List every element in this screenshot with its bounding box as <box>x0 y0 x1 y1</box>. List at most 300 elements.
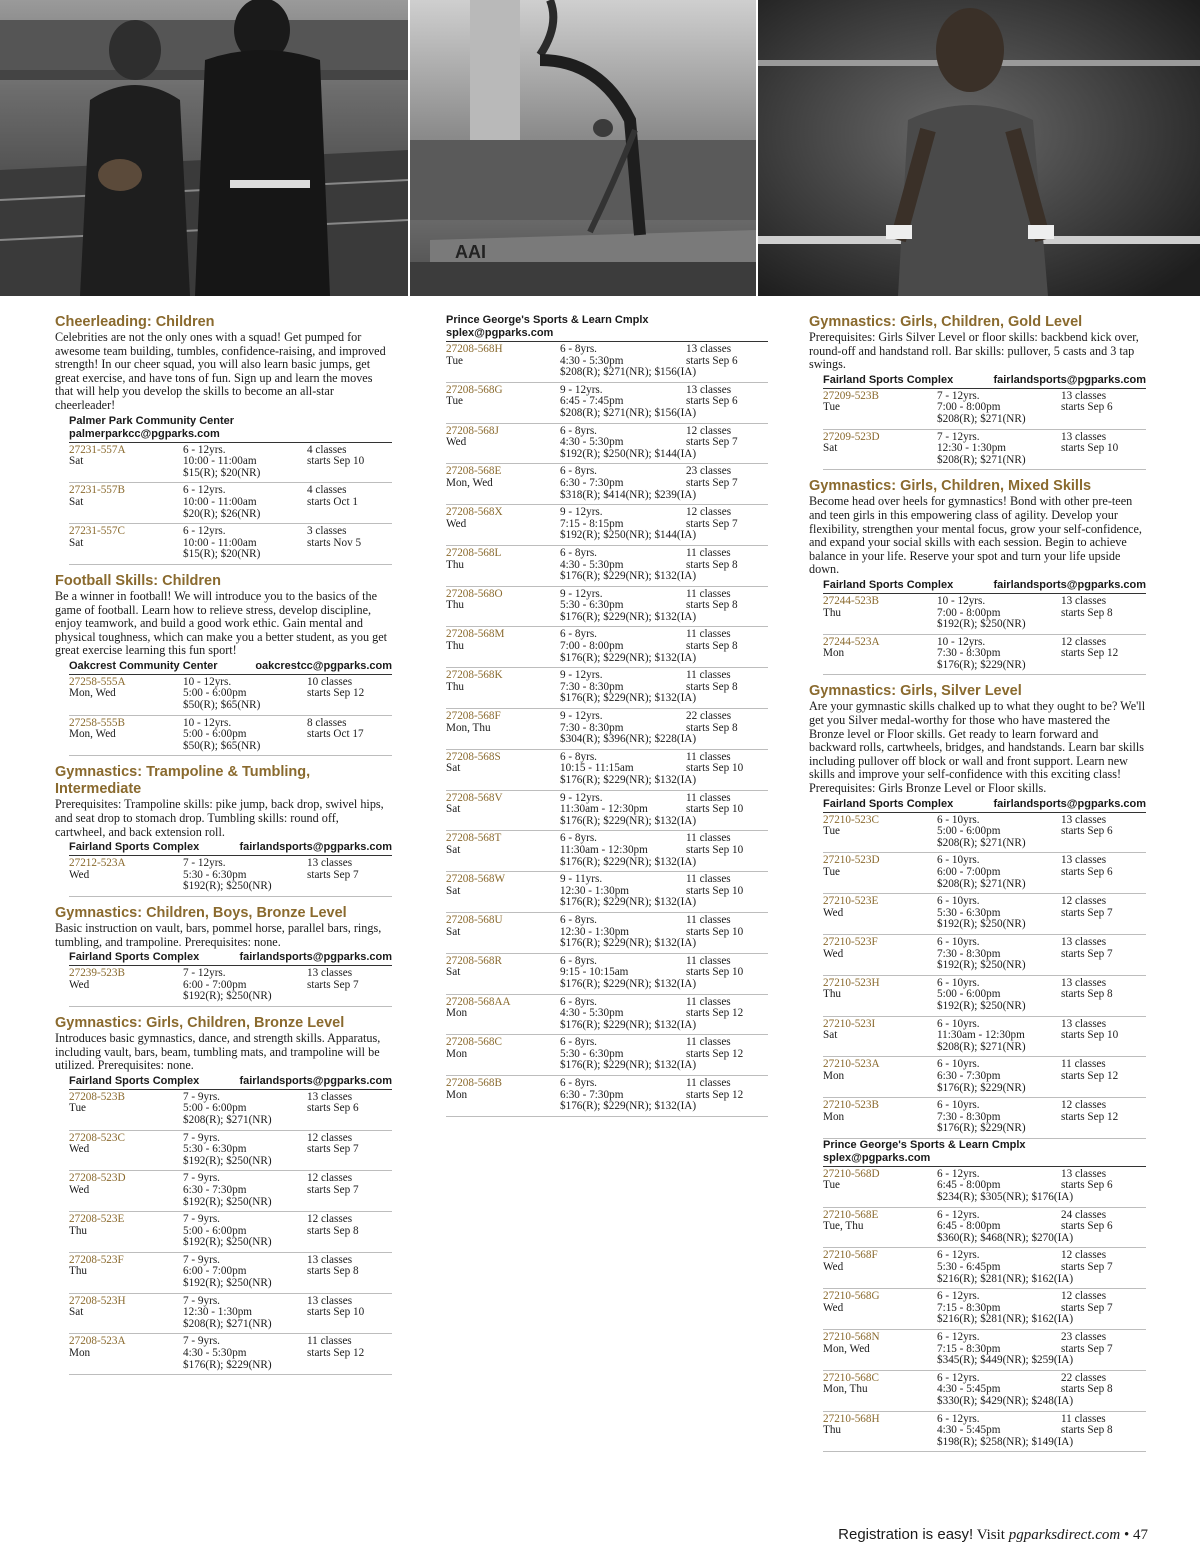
class-days: Thu <box>823 606 842 619</box>
class-time: 10:15 - 11:15am <box>560 762 634 775</box>
class-row <box>69 1334 392 1375</box>
class-count: 3 classes <box>307 525 347 538</box>
class-time: 7:30 - 8:30pm <box>937 647 1001 660</box>
class-fee: $192(R); $250(NR); $144(IA) <box>560 447 697 460</box>
footer-url-link[interactable]: pgparksdirect.com <box>1008 1527 1121 1543</box>
gymnast-bars-photo <box>758 0 1200 296</box>
class-ages: 7 - 12yrs. <box>183 857 226 870</box>
class-ages: 7 - 9yrs. <box>183 1335 220 1348</box>
class-id-cell <box>823 637 937 672</box>
course-description: Be a winner in football! We will introduce you to the basics of the game of football. Learn how to relieve stress, develop discipline, enjoy teamwork, and build a good work ethic. Gain mental and physical toughness, which can make you a better student, as you get great exercise learning this fun sport! <box>55 588 388 658</box>
class-row <box>69 483 392 524</box>
class-ages: 9 - 12yrs. <box>560 669 603 682</box>
class-schedule-cell <box>1061 937 1146 972</box>
class-code[interactable]: 27231-557C <box>69 525 125 538</box>
venue-header <box>823 1139 1146 1167</box>
class-code[interactable]: 27244-523B <box>823 594 879 607</box>
class-schedule-cell <box>686 1037 768 1072</box>
course-title: Gymnastics: Trampoline & Tumbling, Intermediate <box>55 764 311 798</box>
class-start: starts Sep 8 <box>686 599 738 612</box>
class-detail-cell <box>937 1412 1074 1449</box>
class-ages: 6 - 12yrs. <box>183 443 226 456</box>
class-time: 4:30 - 5:30pm <box>560 436 624 449</box>
class-code[interactable]: 27208-568G <box>446 383 503 396</box>
class-code[interactable]: 27208-568H <box>446 343 503 355</box>
class-time: 11:30am - 12:30pm <box>560 803 648 816</box>
class-count: 22 classes <box>686 710 732 723</box>
class-ages: 6 - 8yrs. <box>560 465 597 478</box>
class-code[interactable]: 27208-568C <box>446 1036 502 1049</box>
class-count: 12 classes <box>1061 1249 1107 1262</box>
venue-block <box>823 798 1146 1139</box>
class-row <box>446 383 768 424</box>
class-days: Mon, Wed <box>69 728 116 741</box>
class-fee: $176(R); $229(NR); $132(IA) <box>560 977 697 990</box>
class-id-cell <box>446 507 560 542</box>
class-detail-cell <box>183 526 307 561</box>
venue-block <box>823 1139 1146 1452</box>
class-ages: 6 - 10yrs. <box>937 895 980 908</box>
class-start: starts Sep 10 <box>307 455 365 468</box>
class-code[interactable]: 27208-568W <box>446 873 506 886</box>
class-code[interactable]: 27208-523C <box>69 1131 125 1144</box>
course-section <box>55 1015 392 1375</box>
class-time: 12:30 - 1:30pm <box>183 1306 252 1319</box>
class-id-cell <box>69 1173 183 1208</box>
class-fee: $176(R); $229(NR); $132(IA) <box>560 1018 697 1031</box>
class-code[interactable]: 27258-555B <box>69 716 125 729</box>
class-time: 6:30 - 7:30pm <box>937 1069 1001 1082</box>
class-row <box>823 430 1146 471</box>
class-time: 6:00 - 7:00pm <box>183 978 247 991</box>
class-schedule-cell <box>1061 978 1146 1013</box>
class-detail-cell <box>183 1255 307 1290</box>
class-code[interactable]: 27210-568F <box>823 1249 878 1262</box>
footer-visit: Visit <box>976 1527 1005 1543</box>
class-days: Thu <box>446 558 465 571</box>
venue-email-link[interactable]: oakcrestcc@pgparks.com <box>255 659 392 672</box>
venue-email-link[interactable]: fairlandsports@pgparks.com <box>239 951 392 964</box>
class-code[interactable]: 27212-523A <box>69 857 126 870</box>
venue-email-link[interactable]: fairlandsports@pgparks.com <box>993 373 1146 386</box>
course-section <box>809 478 1146 675</box>
venue-name: Fairland Sports Complex <box>823 578 954 591</box>
class-time: 7:30 - 8:30pm <box>560 721 624 734</box>
class-code[interactable]: 27208-523E <box>69 1213 125 1226</box>
class-ages: 6 - 8yrs. <box>560 1077 597 1090</box>
class-schedule-cell <box>686 670 768 705</box>
class-count: 24 classes <box>1061 1208 1107 1221</box>
class-code[interactable]: 27208-568O <box>446 587 503 600</box>
class-days: Sat <box>69 1306 84 1319</box>
class-schedule-cell <box>686 997 768 1032</box>
class-fee: $20(R); $26(NR) <box>183 507 261 520</box>
class-count: 12 classes <box>307 1172 353 1185</box>
venue-email-link[interactable]: palmerparkcc@pgparks.com <box>69 427 220 440</box>
class-code[interactable]: 27210-568N <box>823 1331 880 1343</box>
course-section <box>809 683 1146 1452</box>
class-row <box>823 594 1146 635</box>
venue-email-link[interactable]: fairlandsports@pgparks.com <box>239 841 392 854</box>
class-detail-cell <box>560 913 697 950</box>
class-detail-cell <box>937 637 1061 672</box>
class-code[interactable]: 27231-557A <box>69 443 126 456</box>
class-ages: 6 - 12yrs. <box>937 1208 980 1221</box>
class-count: 11 classes <box>686 791 731 804</box>
class-ages: 6 - 12yrs. <box>183 525 226 538</box>
class-start: starts Sep 10 <box>686 884 744 897</box>
venue-header <box>823 798 1146 813</box>
class-row <box>446 1076 768 1117</box>
class-code[interactable]: 27208-568J <box>446 424 499 437</box>
class-code[interactable]: 27208-568U <box>446 913 503 926</box>
class-time: 4:30 - 5:45pm <box>937 1424 1001 1437</box>
class-detail-cell <box>560 343 697 379</box>
class-count: 13 classes <box>1061 430 1107 443</box>
class-time: 5:30 - 6:30pm <box>183 868 247 881</box>
class-start: starts Sep 7 <box>686 517 738 530</box>
class-time: 5:00 - 6:00pm <box>937 988 1001 1001</box>
class-schedule-cell <box>686 548 768 583</box>
class-count: 11 classes <box>686 628 731 641</box>
class-schedule-cell <box>307 968 392 1003</box>
class-code[interactable]: 27208-568F <box>446 710 501 723</box>
class-detail-cell <box>560 750 697 787</box>
class-start: starts Sep 6 <box>1061 1179 1113 1192</box>
course-section <box>55 764 392 897</box>
class-id-cell <box>446 956 560 991</box>
class-ages: 6 - 10yrs. <box>937 976 980 989</box>
class-count: 13 classes <box>1061 1167 1107 1180</box>
class-schedule-cell <box>307 1133 392 1168</box>
class-count: 11 classes <box>686 873 731 886</box>
class-detail-cell <box>560 995 697 1032</box>
class-ages: 10 - 12yrs. <box>937 594 986 607</box>
class-detail-cell <box>937 1249 1074 1285</box>
class-code[interactable]: 27208-568X <box>446 506 503 519</box>
class-count: 11 classes <box>686 995 731 1008</box>
class-schedule-cell <box>686 711 768 746</box>
class-detail-cell <box>183 1214 307 1249</box>
class-start: starts Sep 8 <box>686 721 738 734</box>
class-code[interactable]: 27209-523D <box>823 430 880 443</box>
class-fee: $234(R); $305(NR); $176(IA) <box>937 1191 1074 1204</box>
class-time: 7:15 - 8:15pm <box>560 517 624 530</box>
class-fee: $176(R); $229(NR); $132(IA) <box>560 1059 697 1072</box>
class-id-cell <box>823 596 937 631</box>
venue-email-link[interactable]: fairlandsports@pgparks.com <box>993 797 1146 810</box>
class-code[interactable]: 27208-568K <box>446 669 503 682</box>
class-id-cell <box>69 1133 183 1168</box>
class-id-cell <box>69 485 183 520</box>
class-start: starts Sep 6 <box>307 1102 359 1115</box>
class-code[interactable]: 27208-568S <box>446 750 501 763</box>
class-count: 13 classes <box>1061 813 1107 826</box>
class-code[interactable]: 27210-523B <box>823 1099 879 1112</box>
football-players-photo <box>0 0 408 296</box>
class-ages: 6 - 10yrs. <box>937 1017 980 1030</box>
class-id-cell <box>69 1336 183 1371</box>
class-count: 11 classes <box>686 1077 731 1090</box>
class-count: 12 classes <box>1061 635 1107 648</box>
class-ages: 10 - 12yrs. <box>183 675 232 688</box>
class-fee: $192(R); $250(NR) <box>183 1236 272 1249</box>
class-ages: 6 - 8yrs. <box>560 343 597 355</box>
class-code[interactable]: 27208-523H <box>69 1294 126 1307</box>
class-time: 5:30 - 6:30pm <box>560 599 624 612</box>
venue-email-link[interactable]: fairlandsports@pgparks.com <box>993 578 1146 591</box>
class-count: 10 classes <box>307 675 353 688</box>
class-id-cell <box>823 1210 937 1245</box>
class-schedule-cell <box>1061 637 1146 672</box>
class-row <box>446 587 768 628</box>
class-code[interactable]: 27210-568H <box>823 1412 880 1425</box>
class-days: Wed <box>823 1261 844 1274</box>
class-ages: 7 - 9yrs. <box>183 1253 220 1266</box>
class-count: 13 classes <box>307 1253 353 1266</box>
class-code[interactable]: 27208-568E <box>446 465 502 478</box>
class-count: 11 classes <box>686 913 731 926</box>
class-code[interactable]: 27210-568G <box>823 1290 880 1303</box>
class-days: Tue <box>823 1179 840 1192</box>
class-row <box>823 1057 1146 1098</box>
class-code[interactable]: 27210-568D <box>823 1167 880 1180</box>
venue-email-link[interactable]: splex@pgparks.com <box>446 327 554 339</box>
class-ages: 6 - 10yrs. <box>937 813 980 826</box>
class-time: 4:30 - 5:30pm <box>560 1007 624 1020</box>
class-code[interactable]: 27258-555A <box>69 675 126 688</box>
venue-header <box>69 951 392 966</box>
class-code[interactable]: 27208-568B <box>446 1077 502 1090</box>
class-row <box>823 635 1146 676</box>
class-time: 4:30 - 5:45pm <box>937 1383 1001 1396</box>
class-code[interactable]: 27210-568C <box>823 1371 879 1384</box>
class-code[interactable]: 27210-523C <box>823 813 879 826</box>
class-schedule-cell <box>1061 1210 1146 1245</box>
class-count: 12 classes <box>686 424 732 437</box>
class-time: 7:00 - 8:00pm <box>560 640 624 653</box>
left-column <box>55 314 392 1383</box>
class-days: Mon, Wed <box>69 687 116 700</box>
class-row <box>446 791 768 832</box>
class-code[interactable]: 27210-523H <box>823 976 880 989</box>
class-id-cell <box>823 815 937 850</box>
class-detail-cell <box>937 1331 1074 1367</box>
class-start: starts Sep 7 <box>1061 947 1113 960</box>
class-fee: $198(R); $258(NR); $149(IA) <box>937 1435 1074 1448</box>
class-time: 12:30 - 1:30pm <box>937 442 1006 455</box>
class-code[interactable]: 27210-523E <box>823 895 879 908</box>
class-code[interactable]: 27208-568V <box>446 791 503 804</box>
class-detail-cell <box>183 968 307 1003</box>
class-days: Sat <box>823 1029 838 1042</box>
class-id-cell <box>446 426 560 461</box>
class-detail-cell <box>183 1092 307 1127</box>
class-count: 4 classes <box>307 443 347 456</box>
class-row <box>823 1371 1146 1412</box>
class-code[interactable]: 27208-568AA <box>446 995 511 1008</box>
class-code[interactable]: 27208-523D <box>69 1172 126 1185</box>
class-detail-cell <box>937 391 1061 426</box>
class-count: 13 classes <box>1061 389 1107 402</box>
class-count: 23 classes <box>686 465 732 478</box>
class-row <box>823 1330 1146 1371</box>
class-start: starts Sep 10 <box>686 803 744 816</box>
svg-text:AAI: AAI <box>455 242 486 262</box>
class-schedule-cell <box>307 1255 392 1290</box>
class-fee: $208(R); $271(NR) <box>937 453 1026 466</box>
class-code[interactable]: 27209-523B <box>823 389 879 402</box>
class-code[interactable]: 27208-568M <box>446 628 505 641</box>
class-row <box>69 1131 392 1172</box>
class-row <box>446 913 768 954</box>
class-schedule-cell <box>307 1092 392 1127</box>
class-days: Mon <box>446 1007 468 1020</box>
class-ages: 9 - 12yrs. <box>560 506 603 519</box>
class-time: 10:00 - 11:00am <box>183 455 257 468</box>
class-code[interactable]: 27208-523F <box>69 1253 124 1266</box>
class-count: 12 classes <box>1061 1290 1107 1303</box>
class-count: 11 classes <box>686 669 731 682</box>
venue-name: Fairland Sports Complex <box>823 797 954 810</box>
class-days: Wed <box>446 517 467 530</box>
class-row <box>823 1167 1146 1208</box>
class-row <box>69 1294 392 1335</box>
class-code[interactable]: 27244-523A <box>823 635 880 648</box>
class-schedule-cell <box>686 956 768 991</box>
class-days: Mon <box>823 647 845 660</box>
venue-email-link[interactable]: splex@pgparks.com <box>823 1151 931 1164</box>
class-fee: $176(R); $229(NR) <box>937 658 1026 671</box>
class-row <box>823 1017 1146 1058</box>
class-code[interactable]: 27210-523A <box>823 1058 880 1071</box>
class-fee: $176(R); $229(NR); $132(IA) <box>560 774 697 786</box>
class-schedule-cell <box>307 1214 392 1249</box>
class-count: 12 classes <box>307 1213 353 1226</box>
class-row <box>446 831 768 872</box>
class-days: Mon <box>446 1088 468 1101</box>
class-row <box>69 856 392 897</box>
class-row <box>446 954 768 995</box>
class-code[interactable]: 27208-568T <box>446 832 502 845</box>
class-ages: 10 - 12yrs. <box>937 635 986 648</box>
class-count: 11 classes <box>1061 1412 1106 1425</box>
class-code[interactable]: 27210-523D <box>823 854 880 867</box>
class-code[interactable]: 27208-568L <box>446 546 502 559</box>
class-id-cell <box>446 997 560 1032</box>
class-days: Sat <box>446 966 461 979</box>
class-start: starts Sep 6 <box>686 395 738 408</box>
course-section <box>55 905 392 1007</box>
class-code[interactable]: 27231-557B <box>69 484 125 497</box>
class-id-cell <box>69 1296 183 1331</box>
class-row <box>69 1253 392 1294</box>
class-fee: $192(R); $250(NR) <box>937 959 1026 972</box>
class-time: 5:00 - 6:00pm <box>937 825 1001 838</box>
class-count: 23 classes <box>1061 1331 1107 1343</box>
class-count: 8 classes <box>307 716 347 729</box>
class-schedule-cell <box>686 466 768 501</box>
course-section <box>55 573 392 757</box>
venue-email-link[interactable]: fairlandsports@pgparks.com <box>239 1074 392 1087</box>
class-days: Sat <box>69 536 84 549</box>
class-schedule-cell <box>686 507 768 542</box>
class-code[interactable]: 27239-523B <box>69 967 125 980</box>
venue-header <box>69 415 392 443</box>
class-days: Tue <box>823 825 840 838</box>
class-row <box>446 709 768 750</box>
class-fee: $216(R); $281(NR); $162(IA) <box>937 1272 1074 1285</box>
class-code[interactable]: 27210-568E <box>823 1208 879 1221</box>
class-days: Thu <box>823 988 842 1001</box>
class-schedule-cell <box>1061 1019 1146 1054</box>
venue-block <box>69 951 392 1007</box>
class-schedule-cell <box>1061 1169 1146 1204</box>
class-schedule-cell <box>1061 1250 1146 1285</box>
class-detail-cell <box>560 710 697 746</box>
class-code[interactable]: 27210-523I <box>823 1017 876 1030</box>
class-schedule-cell <box>307 677 392 712</box>
class-ages: 7 - 12yrs. <box>937 430 980 443</box>
class-code[interactable]: 27208-523A <box>69 1335 126 1348</box>
venue-header <box>69 660 392 675</box>
class-row <box>823 853 1146 894</box>
class-count: 13 classes <box>686 343 732 355</box>
class-days: Sat <box>446 925 461 938</box>
class-fee: $50(R); $65(NR) <box>183 739 261 752</box>
class-time: 5:30 - 6:30pm <box>183 1143 247 1156</box>
class-id-cell <box>823 855 937 890</box>
class-time: 5:00 - 6:00pm <box>183 728 247 741</box>
class-time: 12:30 - 1:30pm <box>560 925 629 938</box>
class-time: 5:30 - 6:30pm <box>560 1047 624 1060</box>
class-code[interactable]: 27208-568R <box>446 954 502 967</box>
class-start: starts Sep 7 <box>1061 1261 1113 1274</box>
class-start: starts Sep 6 <box>686 354 738 367</box>
class-time: 10:00 - 11:00am <box>183 495 257 508</box>
class-row <box>446 750 768 791</box>
course-description: Introduces basic gymnastics, dance, and strength skills. Apparatus, including vault, bars, beam, tumbling mats, and trampoline will be utilized. Prerequisites: none. <box>55 1030 381 1073</box>
class-ages: 6 - 10yrs. <box>937 1058 980 1071</box>
class-id-cell <box>823 1100 937 1135</box>
class-start: starts Sep 10 <box>1061 1029 1119 1042</box>
class-row <box>446 995 768 1036</box>
class-days: Tue <box>446 354 463 367</box>
class-count: 13 classes <box>1061 854 1107 867</box>
class-start: starts Sep 12 <box>1061 647 1119 660</box>
class-code[interactable]: 27208-523B <box>69 1090 125 1103</box>
class-fee: $176(R); $229(NR); $132(IA) <box>560 610 697 623</box>
class-start: starts Sep 8 <box>686 558 738 571</box>
class-fee: $330(R); $429(NR); $248(IA) <box>937 1394 1074 1407</box>
class-days: Mon, Thu <box>823 1383 868 1396</box>
class-count: 12 classes <box>1061 1099 1107 1112</box>
class-start: starts Sep 8 <box>1061 1424 1113 1437</box>
class-detail-cell <box>560 506 697 542</box>
class-fee: $176(R); $229(NR); $132(IA) <box>560 855 697 868</box>
class-detail-cell <box>183 1336 307 1371</box>
class-schedule-cell <box>307 1336 392 1371</box>
class-schedule-cell <box>686 752 768 787</box>
class-detail-cell <box>183 718 307 753</box>
class-schedule-cell <box>1061 1100 1146 1135</box>
class-detail-cell <box>560 424 697 461</box>
class-detail-cell <box>560 669 697 705</box>
class-ages: 9 - 12yrs. <box>560 791 603 804</box>
class-time: 5:30 - 6:30pm <box>937 906 1001 919</box>
class-detail-cell <box>560 791 697 828</box>
class-code[interactable]: 27210-523F <box>823 935 878 948</box>
